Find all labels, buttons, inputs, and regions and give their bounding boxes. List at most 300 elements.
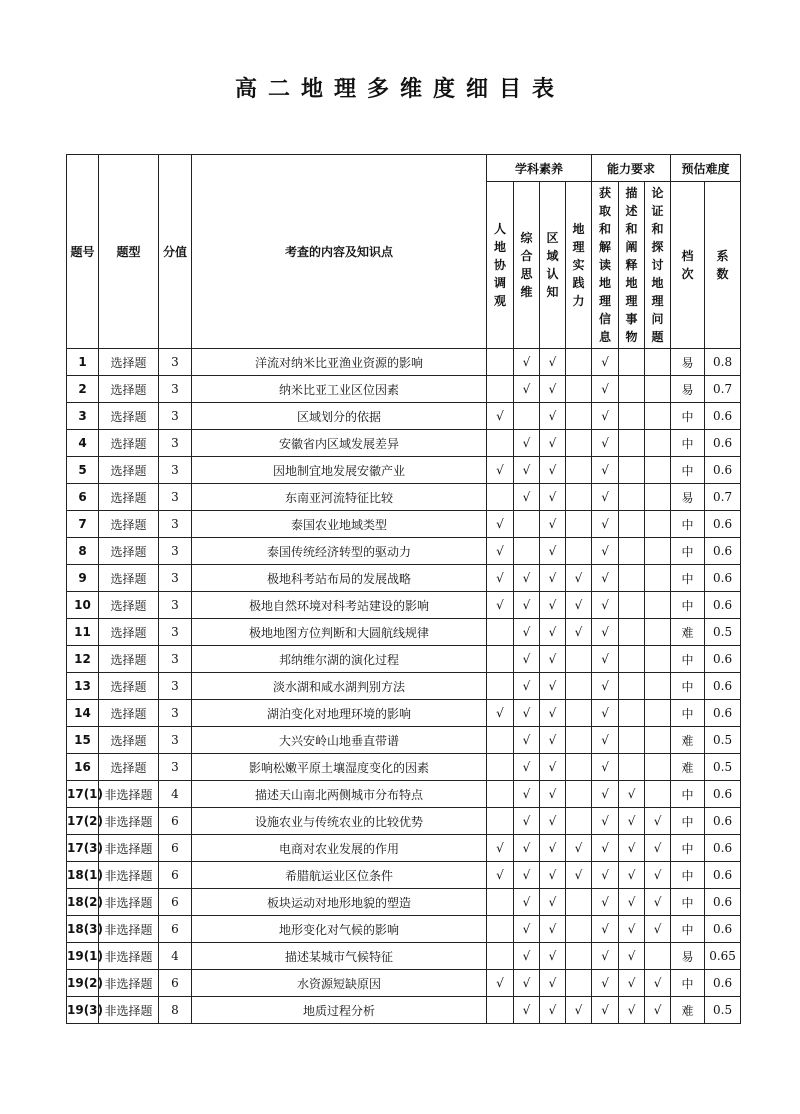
empty-cell: [487, 997, 514, 1024]
check-mark: √: [592, 970, 619, 997]
empty-cell: [566, 700, 592, 727]
table-row: [67, 484, 741, 511]
difficulty-level: 中: [671, 835, 705, 862]
question-content: 电商对农业发展的作用: [192, 835, 487, 862]
empty-cell: [619, 484, 645, 511]
check-mark: √: [487, 538, 514, 565]
check-mark: √: [540, 835, 566, 862]
question-type: 非选择题: [99, 808, 159, 835]
question-content: 泰国传统经济转型的驱动力: [192, 538, 487, 565]
question-type: 选择题: [99, 673, 159, 700]
empty-cell: [487, 619, 514, 646]
table-row: [67, 916, 741, 943]
table-row: [67, 970, 741, 997]
question-type: 非选择题: [99, 781, 159, 808]
empty-cell: [566, 673, 592, 700]
difficulty-coefficient: 0.6: [705, 592, 741, 619]
empty-cell: [645, 430, 671, 457]
question-score: 3: [159, 700, 192, 727]
check-mark: √: [619, 970, 645, 997]
difficulty-level: 中: [671, 457, 705, 484]
question-number: 17(2): [67, 808, 99, 835]
check-mark: √: [619, 916, 645, 943]
question-number: 14: [67, 700, 99, 727]
check-mark: √: [592, 376, 619, 403]
check-mark: √: [566, 862, 592, 889]
check-mark: √: [540, 484, 566, 511]
header-literacy-human-earth: 人 地 协 调 观: [487, 182, 514, 349]
empty-cell: [566, 970, 592, 997]
difficulty-coefficient: 0.5: [705, 727, 741, 754]
question-type: 选择题: [99, 349, 159, 376]
empty-cell: [619, 700, 645, 727]
difficulty-coefficient: 0.5: [705, 997, 741, 1024]
check-mark: √: [540, 538, 566, 565]
empty-cell: [645, 403, 671, 430]
check-mark: √: [487, 565, 514, 592]
table-row: [67, 835, 741, 862]
check-mark: √: [592, 889, 619, 916]
difficulty-coefficient: 0.65: [705, 943, 741, 970]
check-mark: √: [592, 538, 619, 565]
spec-table: [66, 154, 741, 1024]
empty-cell: [619, 565, 645, 592]
check-mark: √: [592, 700, 619, 727]
table-row: [67, 376, 741, 403]
empty-cell: [487, 943, 514, 970]
question-type: 选择题: [99, 538, 159, 565]
check-mark: √: [514, 727, 540, 754]
difficulty-level: 易: [671, 943, 705, 970]
question-content: 极地自然环境对科考站建设的影响: [192, 592, 487, 619]
empty-cell: [487, 484, 514, 511]
header-content: 考查的内容及知识点: [192, 155, 487, 349]
check-mark: √: [566, 997, 592, 1024]
difficulty-level: 难: [671, 997, 705, 1024]
table-row: [67, 511, 741, 538]
empty-cell: [566, 403, 592, 430]
table-row: [67, 754, 741, 781]
difficulty-coefficient: 0.7: [705, 484, 741, 511]
check-mark: √: [592, 457, 619, 484]
question-type: 选择题: [99, 727, 159, 754]
check-mark: √: [487, 592, 514, 619]
empty-cell: [645, 754, 671, 781]
table-row: [67, 727, 741, 754]
check-mark: √: [540, 565, 566, 592]
check-mark: √: [592, 781, 619, 808]
check-mark: √: [540, 943, 566, 970]
question-number: 17(1): [67, 781, 99, 808]
check-mark: √: [540, 619, 566, 646]
table-row: [67, 862, 741, 889]
empty-cell: [645, 484, 671, 511]
check-mark: √: [619, 943, 645, 970]
empty-cell: [566, 430, 592, 457]
question-score: 3: [159, 646, 192, 673]
difficulty-coefficient: 0.6: [705, 511, 741, 538]
question-number: 16: [67, 754, 99, 781]
check-mark: √: [514, 754, 540, 781]
question-number: 1: [67, 349, 99, 376]
check-mark: √: [592, 862, 619, 889]
question-type: 选择题: [99, 511, 159, 538]
difficulty-coefficient: 0.6: [705, 808, 741, 835]
header-difficulty-coefficient: 系 数: [705, 182, 741, 349]
question-content: 洋流对纳米比亚渔业资源的影响: [192, 349, 487, 376]
header-ability-acquire: 获 取 和 解 读 地 理 信 息: [592, 182, 619, 349]
empty-cell: [566, 916, 592, 943]
question-type: 选择题: [99, 457, 159, 484]
header-ability-argue: 论 证 和 探 讨 地 理 问 题: [645, 182, 671, 349]
difficulty-level: 易: [671, 349, 705, 376]
check-mark: √: [514, 349, 540, 376]
header-difficulty: 预估难度: [671, 155, 741, 182]
question-number: 8: [67, 538, 99, 565]
question-score: 6: [159, 970, 192, 997]
check-mark: √: [540, 754, 566, 781]
header-literacy: 学科素养: [487, 155, 592, 182]
check-mark: √: [540, 808, 566, 835]
check-mark: √: [540, 970, 566, 997]
question-content: 泰国农业地域类型: [192, 511, 487, 538]
check-mark: √: [592, 646, 619, 673]
empty-cell: [487, 673, 514, 700]
check-mark: √: [514, 484, 540, 511]
question-type: 选择题: [99, 592, 159, 619]
check-mark: √: [514, 781, 540, 808]
table-row: [67, 673, 741, 700]
question-score: 8: [159, 997, 192, 1024]
table-row: [67, 538, 741, 565]
empty-cell: [645, 727, 671, 754]
question-number: 5: [67, 457, 99, 484]
header-score: 分值: [159, 155, 192, 349]
empty-cell: [487, 646, 514, 673]
check-mark: √: [514, 970, 540, 997]
empty-cell: [566, 754, 592, 781]
check-mark: √: [592, 727, 619, 754]
question-type: 选择题: [99, 565, 159, 592]
difficulty-coefficient: 0.8: [705, 349, 741, 376]
question-score: 3: [159, 376, 192, 403]
question-content: 描述天山南北两侧城市分布特点: [192, 781, 487, 808]
difficulty-level: 难: [671, 754, 705, 781]
check-mark: √: [540, 700, 566, 727]
empty-cell: [645, 700, 671, 727]
check-mark: √: [514, 997, 540, 1024]
question-type: 选择题: [99, 700, 159, 727]
check-mark: √: [566, 835, 592, 862]
question-type: 非选择题: [99, 862, 159, 889]
table-row: [67, 565, 741, 592]
check-mark: √: [540, 862, 566, 889]
question-content: 湖泊变化对地理环境的影响: [192, 700, 487, 727]
question-score: 3: [159, 403, 192, 430]
difficulty-level: 中: [671, 889, 705, 916]
check-mark: √: [487, 511, 514, 538]
header-ability: 能力要求: [592, 155, 671, 182]
empty-cell: [487, 916, 514, 943]
difficulty-level: 中: [671, 916, 705, 943]
question-content: 安徽省内区域发展差异: [192, 430, 487, 457]
check-mark: √: [645, 808, 671, 835]
check-mark: √: [619, 781, 645, 808]
empty-cell: [619, 403, 645, 430]
difficulty-level: 中: [671, 511, 705, 538]
empty-cell: [566, 511, 592, 538]
check-mark: √: [619, 808, 645, 835]
difficulty-level: 难: [671, 727, 705, 754]
difficulty-coefficient: 0.6: [705, 673, 741, 700]
question-score: 3: [159, 565, 192, 592]
difficulty-level: 易: [671, 376, 705, 403]
question-score: 6: [159, 835, 192, 862]
table-row: [67, 808, 741, 835]
question-type: 非选择题: [99, 970, 159, 997]
check-mark: √: [619, 997, 645, 1024]
table-row: [67, 943, 741, 970]
empty-cell: [487, 781, 514, 808]
question-score: 3: [159, 349, 192, 376]
question-content: 邦纳维尔湖的演化过程: [192, 646, 487, 673]
question-score: 6: [159, 916, 192, 943]
header-literacy-practice: 地 理 实 践 力: [566, 182, 592, 349]
empty-cell: [566, 484, 592, 511]
question-type: 非选择题: [99, 835, 159, 862]
question-score: 3: [159, 727, 192, 754]
check-mark: √: [540, 403, 566, 430]
question-type: 非选择题: [99, 997, 159, 1024]
check-mark: √: [540, 376, 566, 403]
question-content: 地质过程分析: [192, 997, 487, 1024]
question-number: 19(3): [67, 997, 99, 1024]
page-title: 高二地理多维度细目表: [234, 76, 565, 102]
question-score: 3: [159, 484, 192, 511]
table-row: [67, 403, 741, 430]
question-content: 东南亚河流特征比较: [192, 484, 487, 511]
question-score: 3: [159, 511, 192, 538]
difficulty-coefficient: 0.6: [705, 781, 741, 808]
difficulty-level: 中: [671, 862, 705, 889]
check-mark: √: [592, 349, 619, 376]
check-mark: √: [645, 997, 671, 1024]
difficulty-level: 中: [671, 646, 705, 673]
check-mark: √: [487, 835, 514, 862]
check-mark: √: [592, 943, 619, 970]
question-score: 4: [159, 943, 192, 970]
check-mark: √: [619, 862, 645, 889]
difficulty-coefficient: 0.6: [705, 457, 741, 484]
check-mark: √: [645, 862, 671, 889]
question-number: 18(3): [67, 916, 99, 943]
empty-cell: [645, 943, 671, 970]
question-number: 18(2): [67, 889, 99, 916]
empty-cell: [645, 619, 671, 646]
check-mark: √: [514, 916, 540, 943]
question-number: 12: [67, 646, 99, 673]
empty-cell: [566, 727, 592, 754]
question-score: 3: [159, 754, 192, 781]
check-mark: √: [592, 916, 619, 943]
empty-cell: [566, 889, 592, 916]
empty-cell: [645, 781, 671, 808]
empty-cell: [566, 538, 592, 565]
question-score: 3: [159, 619, 192, 646]
empty-cell: [487, 889, 514, 916]
check-mark: √: [566, 565, 592, 592]
difficulty-coefficient: 0.6: [705, 862, 741, 889]
table-row: [67, 646, 741, 673]
header-difficulty-level: 档 次: [671, 182, 705, 349]
question-type: 选择题: [99, 484, 159, 511]
header-row-1: [67, 155, 741, 182]
check-mark: √: [514, 889, 540, 916]
check-mark: √: [592, 592, 619, 619]
question-number: 17(3): [67, 835, 99, 862]
question-content: 影响松嫩平原土壤湿度变化的因素: [192, 754, 487, 781]
empty-cell: [619, 673, 645, 700]
empty-cell: [566, 943, 592, 970]
difficulty-coefficient: 0.6: [705, 403, 741, 430]
question-number: 19(1): [67, 943, 99, 970]
check-mark: √: [645, 889, 671, 916]
question-number: 7: [67, 511, 99, 538]
question-score: 6: [159, 862, 192, 889]
check-mark: √: [514, 565, 540, 592]
question-score: 3: [159, 673, 192, 700]
question-content: 希腊航运业区位条件: [192, 862, 487, 889]
check-mark: √: [645, 916, 671, 943]
difficulty-level: 中: [671, 403, 705, 430]
check-mark: √: [514, 646, 540, 673]
question-number: 4: [67, 430, 99, 457]
question-score: 3: [159, 538, 192, 565]
question-content: 极地科考站布局的发展战略: [192, 565, 487, 592]
check-mark: √: [566, 592, 592, 619]
check-mark: √: [592, 484, 619, 511]
question-type: 选择题: [99, 376, 159, 403]
question-type: 非选择题: [99, 943, 159, 970]
check-mark: √: [514, 808, 540, 835]
question-content: 地形变化对气候的影响: [192, 916, 487, 943]
question-number: 9: [67, 565, 99, 592]
empty-cell: [619, 511, 645, 538]
difficulty-coefficient: 0.6: [705, 646, 741, 673]
check-mark: √: [540, 673, 566, 700]
difficulty-coefficient: 0.6: [705, 889, 741, 916]
check-mark: √: [645, 835, 671, 862]
question-type: 选择题: [99, 403, 159, 430]
question-type: 选择题: [99, 646, 159, 673]
empty-cell: [487, 808, 514, 835]
question-number: 13: [67, 673, 99, 700]
question-score: 3: [159, 457, 192, 484]
difficulty-coefficient: 0.6: [705, 916, 741, 943]
check-mark: √: [514, 700, 540, 727]
question-score: 3: [159, 592, 192, 619]
empty-cell: [619, 457, 645, 484]
check-mark: √: [592, 619, 619, 646]
question-content: 淡水湖和咸水湖判别方法: [192, 673, 487, 700]
empty-cell: [645, 646, 671, 673]
question-type: 选择题: [99, 619, 159, 646]
difficulty-level: 中: [671, 808, 705, 835]
question-score: 6: [159, 889, 192, 916]
check-mark: √: [540, 727, 566, 754]
check-mark: √: [592, 673, 619, 700]
empty-cell: [514, 538, 540, 565]
difficulty-level: 难: [671, 619, 705, 646]
empty-cell: [566, 376, 592, 403]
empty-cell: [514, 511, 540, 538]
table-row: [67, 349, 741, 376]
question-number: 3: [67, 403, 99, 430]
empty-cell: [645, 349, 671, 376]
empty-cell: [487, 376, 514, 403]
question-content: 纳米比亚工业区位因素: [192, 376, 487, 403]
check-mark: √: [487, 970, 514, 997]
difficulty-level: 中: [671, 430, 705, 457]
header-literacy-regional: 区 域 认 知: [540, 182, 566, 349]
table-row: [67, 781, 741, 808]
difficulty-level: 中: [671, 592, 705, 619]
question-number: 18(1): [67, 862, 99, 889]
check-mark: √: [540, 592, 566, 619]
question-type: 选择题: [99, 754, 159, 781]
check-mark: √: [592, 403, 619, 430]
check-mark: √: [487, 862, 514, 889]
empty-cell: [487, 349, 514, 376]
difficulty-coefficient: 0.6: [705, 970, 741, 997]
question-content: 区域划分的依据: [192, 403, 487, 430]
question-content: 极地地图方位判断和大圆航线规律: [192, 619, 487, 646]
check-mark: √: [540, 916, 566, 943]
empty-cell: [619, 754, 645, 781]
check-mark: √: [592, 430, 619, 457]
table-row: [67, 997, 741, 1024]
difficulty-coefficient: 0.5: [705, 619, 741, 646]
check-mark: √: [514, 943, 540, 970]
empty-cell: [645, 673, 671, 700]
check-mark: √: [540, 889, 566, 916]
difficulty-coefficient: 0.6: [705, 430, 741, 457]
empty-cell: [566, 781, 592, 808]
question-type: 选择题: [99, 430, 159, 457]
question-number: 10: [67, 592, 99, 619]
empty-cell: [619, 592, 645, 619]
question-content: 描述某城市气候特征: [192, 943, 487, 970]
question-number: 6: [67, 484, 99, 511]
empty-cell: [619, 646, 645, 673]
check-mark: √: [540, 997, 566, 1024]
check-mark: √: [540, 646, 566, 673]
check-mark: √: [566, 619, 592, 646]
table-row: [67, 592, 741, 619]
empty-cell: [487, 430, 514, 457]
check-mark: √: [540, 511, 566, 538]
check-mark: √: [592, 808, 619, 835]
question-content: 水资源短缺原因: [192, 970, 487, 997]
question-score: 6: [159, 808, 192, 835]
empty-cell: [566, 646, 592, 673]
check-mark: √: [592, 511, 619, 538]
question-number: 11: [67, 619, 99, 646]
check-mark: √: [540, 430, 566, 457]
check-mark: √: [487, 457, 514, 484]
empty-cell: [487, 754, 514, 781]
check-mark: √: [514, 673, 540, 700]
